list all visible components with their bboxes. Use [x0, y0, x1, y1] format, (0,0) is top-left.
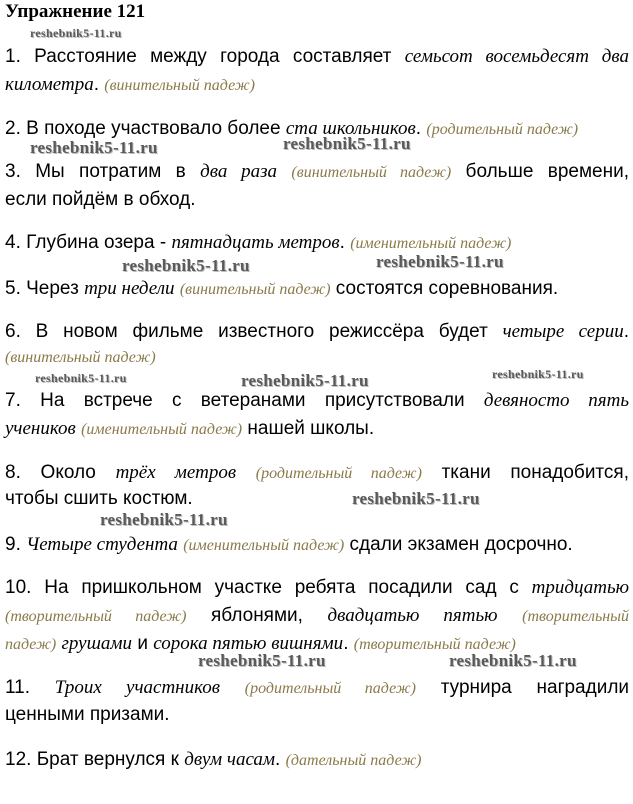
watermark: reshebnik5-11.ru — [35, 371, 127, 385]
watermark: reshebnik5-11.ru — [100, 510, 228, 529]
watermark: reshebnik5-11.ru — [30, 138, 158, 157]
exercise-title: Упражнение 121 — [5, 1, 146, 22]
watermark: reshebnik5-11.ru — [283, 134, 411, 153]
case-note: (винительный падеж) — [179, 281, 331, 298]
item-11-line-2: ценными призами. — [5, 704, 170, 725]
item-7-line-1: 7. На встрече с ветеранами присутствовали девяносто пять — [5, 390, 629, 411]
case-note: (именительный падеж) — [350, 235, 512, 252]
item-3-line-1: 3. Мы потратим в два раза (винительный падеж) больше времени, — [5, 161, 629, 182]
item-8-line-2: чтобы сшить костюм. — [5, 488, 193, 509]
item-1-line-2: километра. (винительный падеж) — [5, 74, 255, 95]
watermark: reshebnik5-11.ru — [241, 371, 369, 390]
case-note: (именительный падеж) — [183, 537, 345, 554]
watermark: reshebnik5-11.ru — [352, 489, 480, 508]
case-note: (творительный падеж) — [5, 608, 187, 625]
item-11-line-1: 11. Троих участников (родительный падеж) турнира наградили — [5, 677, 630, 698]
case-note: (винительный падеж) — [104, 77, 255, 94]
watermark: reshebnik5-11.ru — [30, 26, 122, 40]
item-9: 9. Четыре студента (именительный падеж) сдали экзамен досрочно. — [5, 534, 573, 555]
watermark: reshebnik5-11.ru — [122, 256, 250, 275]
item-2: 2. В походе участвовало более ста школьников. (родительный падеж) — [5, 118, 579, 139]
item-7-line-2: учеников (именительный падеж) нашей школы. — [5, 418, 375, 439]
item-10-line-2: (творительный падеж) яблонями, двадцатью пятью (творительный — [5, 605, 630, 626]
case-note: (творительный — [522, 608, 630, 625]
item-12: 12. Брат вернулся к двум часам. (дательный падеж) — [5, 749, 422, 770]
watermark: reshebnik5-11.ru — [492, 367, 584, 381]
item-5: 5. Через три недели (винительный падеж) состоятся соревнования. — [5, 278, 559, 299]
item-1-line-1: 1. Расстояние между города составляет семьсот восемьдесят два — [5, 46, 629, 67]
case-note: падеж) — [5, 636, 57, 653]
item-4: 4. Глубина озера - пятнадцать метров. (именительный падеж) — [5, 232, 512, 253]
case-note: (родительный падеж) — [426, 121, 579, 138]
watermark: reshebnik5-11.ru — [376, 252, 504, 271]
case-note: (родительный падеж) — [244, 680, 416, 697]
watermark: reshebnik5-11.ru — [198, 651, 326, 670]
item-8-line-1: 8. Около трёх метров (родительный падеж) ткани понадобится, — [5, 462, 629, 483]
item-3-line-2: если пойдём в обход. — [5, 189, 196, 210]
case-note: (творительный падеж) — [353, 636, 516, 653]
case-note: (родительный падеж) — [255, 465, 422, 482]
item-10-line-1: 10. На пришкольном участке ребята посадили сад с тридцатью — [5, 577, 629, 598]
case-note: (именительный падеж) — [81, 421, 243, 438]
item-10-line-3: падеж) грушами и сорока пятью вишнями. (творительный падеж) — [5, 633, 516, 654]
item-6-line-2 — [5, 345, 629, 370]
case-note: (винительный падеж) — [291, 164, 452, 181]
case-note: (винительный падеж) — [5, 349, 156, 366]
case-note: (дательный падеж) — [285, 752, 422, 769]
watermark: reshebnik5-11.ru — [449, 651, 577, 670]
item-6-line-1: 6. В новом фильме известного режиссёра будет четыре серии. — [5, 321, 629, 342]
